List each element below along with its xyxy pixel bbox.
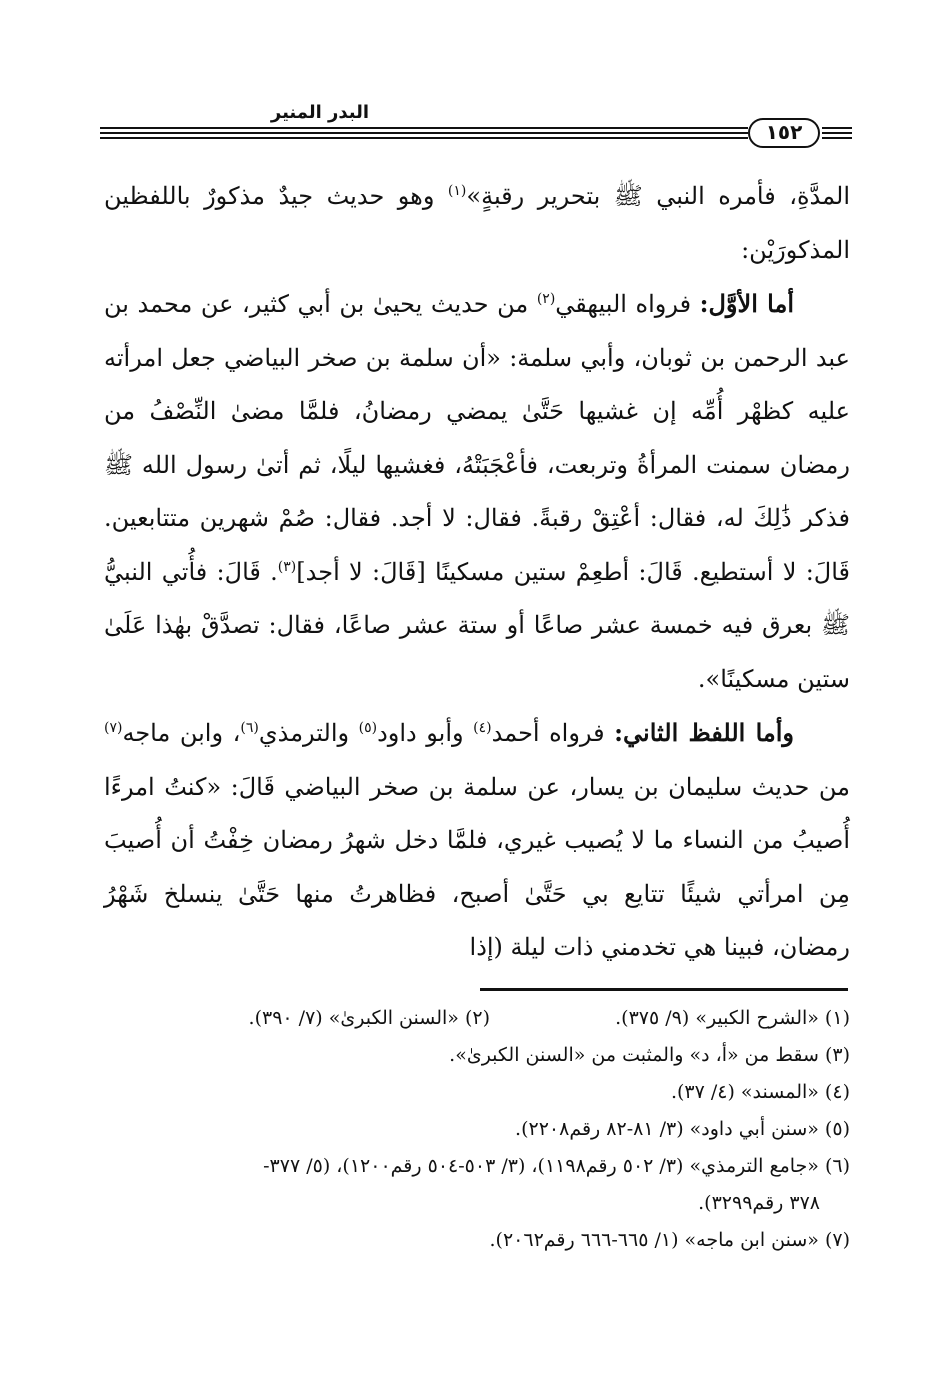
main-text (104, 170, 850, 975)
footnote-ref: (٢) (536, 291, 556, 307)
footnote-ref: (٦) (240, 720, 259, 736)
paragraph (104, 170, 850, 277)
page-number: ١٥٢ (748, 118, 820, 148)
footnote-5: (٥) «سنن أبي داود» (٣/ ٨١-٨٢ رقم٢٢٠٨). (515, 1118, 850, 1140)
footnote-6-continued: ٣٧٨ رقم٣٢٩٩). (698, 1192, 820, 1214)
text-span: المدَّةِ، فأمره النبي ﷺ بتحرير رقبةٍ» (466, 182, 850, 210)
footnote-1: (١) «الشرح الكبير» (٩/ ٣٧٥). (615, 1007, 850, 1029)
footnote-4: (٤) «المسند» (٤/ ٣٧). (670, 1081, 850, 1103)
paragraph (104, 277, 850, 706)
footnotes (104, 1000, 850, 1259)
text-span: والترمذي (258, 719, 359, 747)
text-span: فرواه البيهقي (555, 290, 700, 318)
footnote-6: (٦) «جامع الترمذي» (٣/ ٥٠٢ رقم١١٩٨)، (٣/ ٥٠٣-٥٠٤ رقم١٢٠٠)، (٥/ ٣٧٧- (263, 1155, 850, 1177)
footnote-7: (٧) «سنن ابن ماجه» (١/ ٦٦٥-٦٦٦ رقم٢٠٦٢). (489, 1229, 850, 1251)
header-rule (822, 132, 852, 134)
footnote-ref: (٥) (358, 720, 378, 736)
text-span: . قَالَ: فأُتي النبيُّ ﷺ بعرق فيه خمسة عشر صاعًا أو ستة عشر صاعًا، فقال: تصدَّقْ بهٰذا عَلَىٰ ستين مسكينًا». (104, 557, 850, 693)
paragraph (104, 706, 850, 975)
header-rule (822, 127, 852, 129)
footnote-separator (480, 988, 848, 991)
footnote-row (104, 1000, 850, 1037)
section-label: وأما اللفظ الثاني: (614, 718, 795, 747)
text-span: من حديث سليمان بن يسار، عن سلمة بن صخر البياضي قَالَ: «كنتُ امرءًا أُصيبُ من النساء ما لا يُصيب غيري، فلمَّا دخل شهرُ رمضان خِفْتُ أن أُصيبَ مِن امرأتي شيئًا تتايع بي حَتَّىٰ أصبح، فظاهرتُ منها حَتَّىٰ ينسلخ شَهْرُ رمضان، فبينا هي تخدمني ذات ليلة (إذا (104, 772, 850, 961)
text-span: وهو حديث جيدٌ مذكورٌ باللفظين المذكورَيْن: (104, 182, 850, 264)
book-title: البدر المنير (270, 102, 370, 123)
header-rule (100, 127, 748, 129)
header-rule (822, 137, 852, 139)
header-rule (100, 132, 748, 134)
footnote-ref: (٤) (473, 720, 492, 736)
header-rule (100, 137, 748, 139)
text-span: من حديث يحيىٰ بن أبي كثير، عن محمد بن عبد الرحمن بن ثوبان، وأبي سلمة: «أن سلمة بن صخر البياضي جعل امرأته عليه كظهْر أُمِّه إن غشيها حَتَّىٰ يمضي رمضانُ، فلمَّا مضىٰ النِّصْفُ من رمضان سمنت المرأةُ وتربعت، فأعْجَبَتْهُ، فغشيها ليلًا، ثم أتىٰ رسول الله ﷺ فذكر ذَٰلِكَ له، فقال: أعْتِقْ رقبةً. فقال: لا أجد. فقال: صُمْ شهرين متتابعين. قَالَ: لا أستطيع. قَالَ: أطعِمْ ستين مسكينًا [قَالَ: لا أجد] (104, 290, 850, 586)
section-label: أما الأوَّل: (699, 289, 794, 318)
footnote-3: (٣) سقط من «أ، د» والمثبت من «السنن الكبرىٰ». (449, 1044, 850, 1066)
footnote-2: (٢) «السنن الكبرىٰ» (٧/ ٣٩٠). (248, 1007, 490, 1029)
text-span: فرواه أحمد (491, 719, 615, 747)
footnote-ref: (٣) (277, 558, 297, 575)
text-span: وأبو داود (377, 719, 474, 747)
footnote-ref: (١) (447, 183, 467, 199)
page-header (100, 100, 852, 156)
text-span: ، وابن ماجه (122, 719, 241, 747)
footnote-ref: (٧) (104, 720, 123, 736)
